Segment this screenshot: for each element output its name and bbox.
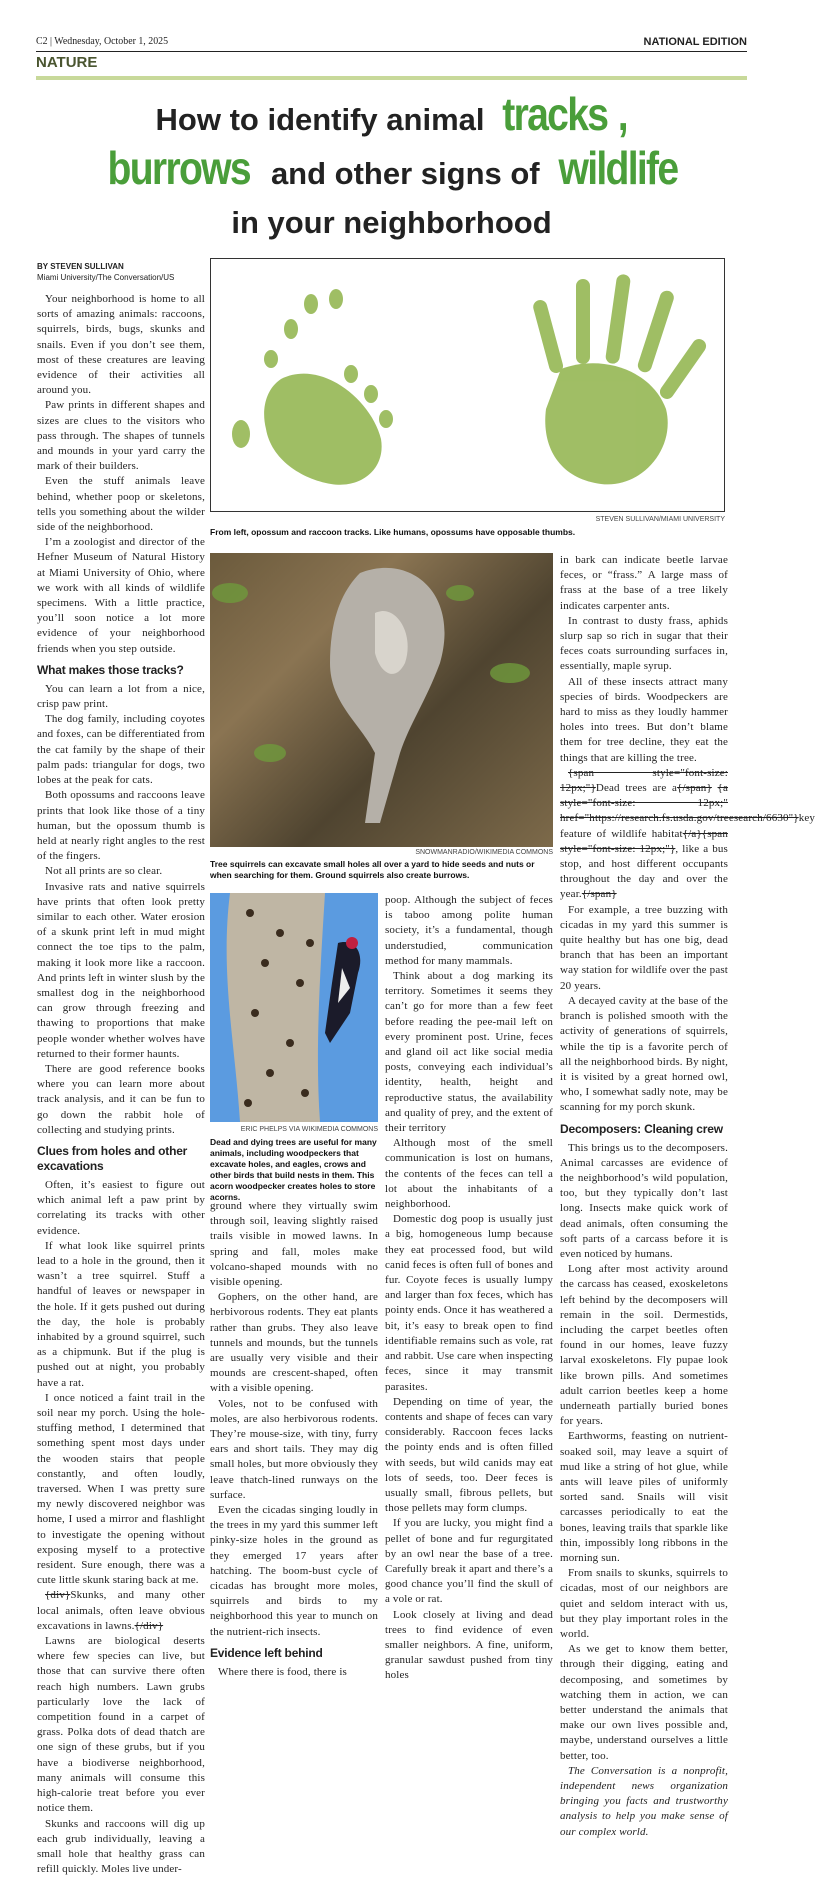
- photo-credit: STEVEN SULLIVAN/MIAMI UNIVERSITY: [210, 516, 725, 523]
- paragraph: If what look like squirrel prints lead to a hole in the ground, then it wasn’t a tree squirrel. Stuff a handful of leaves or newspaper in the hole. If it gets pushed out during the day, the hole is probably inhabited by a ground squirrel, such as a chipmunk. But if the plug is pushed out at night, you probably have a rat.: [37, 1239, 205, 1391]
- squirrel-illustration: [210, 553, 553, 847]
- struck-markup-text: {/a}{span style="font-size: 12px;"}: [560, 828, 728, 855]
- byline: [37, 261, 207, 283]
- paragraph: Although most of the smell communication is lost on humans, the contents of the feces can tell a lot about the inhabitants of a neighborhood.: [385, 1136, 553, 1212]
- paragraph: Your neighborhood is home to all sorts of amazing animals: raccoons, squirrels, birds, bugs, skunks and snails. Even if you don’t see them, most of these creatures are leaving evidence of their activities all around you.: [37, 292, 205, 398]
- woodpecker-illustration: [210, 893, 378, 1122]
- photo-credit: SNOWMANRADIO/WIKIMEDIA COMMONS: [210, 849, 553, 856]
- paragraph: Both opossums and raccoons leave prints that look like those of a tiny human, but the opossum thumb is held at nearly right angles to the rest of the fingers.: [37, 788, 205, 864]
- photo-caption: Dead and dying trees are useful for many animals, including woodpeckers that excavate holes, and eagles, crows and other birds that build nests in them. This acorn woodpecker creates holes to store acorns.: [210, 1137, 378, 1203]
- paragraph: You can learn a lot from a nice, crisp paw print.: [37, 682, 205, 712]
- struck-markup-text: {/span}: [582, 888, 617, 900]
- paragraph-text: Dead trees are a: [596, 782, 677, 794]
- paragraph: A decayed cavity at the base of the branch is polished smooth with the activity of generations of squirrels, while the tip is a favorite perch of all the neighborhood birds. By night, it is visited by a great horned owl, who, I somewhat sadly note, may be scanning for my porch skunk.: [560, 994, 728, 1116]
- article-column-1: [37, 292, 205, 1877]
- paragraph-text: , like a bus stop, and host different occupants throughout the day and over the year.: [560, 843, 728, 901]
- photo-credit: ERIC PHELPS VIA WIKIMEDIA COMMONS: [210, 1126, 378, 1133]
- page-date: C2 | Wednesday, October 1, 2025: [36, 35, 168, 47]
- edition-label: NATIONAL EDITION: [644, 36, 747, 48]
- paragraph-text: Skunks, and many other local animals, often leave obvious excavations in lawns.: [37, 1589, 205, 1631]
- struck-markup-text: {/div}: [135, 1620, 164, 1632]
- paragraph: Domestic dog poop is usually just a big, homogeneous lump because they eat processed food, but wild canid feces is often full of bones and fur. Coyote feces is usually lumpy and larger than fox feces, which has pointy ends. Once it has weathered a bit, it’s easy to break open to find identifiable remains such as vole, rat and rabbit. Use care when inspecting feces, since it may transmit parasites.: [385, 1212, 553, 1394]
- paragraph: Earthworms, feasting on nutrient-soaked soil, may leave a squirt of mud like a string of hot glue, while ants will leave piles of uniformly sorted sand. Snails will visit carcasses periodically to eat the bones, leaving trails that sparkle like thin, impossibly long ribbons in the morning sun.: [560, 1429, 728, 1566]
- article-column-2: [210, 1199, 378, 1680]
- subheading: Clues from holes and other excavations: [37, 1144, 205, 1174]
- paragraph: Think about a dog marking its territory. Sometimes it seems they can’t go for more than a few feet before reading the pee-mail left on every prominent post. Urine, feces and gland oil act like social media posts, conveying each individual’s identity, health, height and reproductive status, the availability and quality of prey, and the extent of their territory: [385, 969, 553, 1136]
- squirrel-photo: [210, 553, 553, 847]
- paragraph: Invasive rats and native squirrels have prints that often look pretty similar to each other. Water erosion of a skunk print left in mud might connect the toe tips to the palm, making it look more like a raccoon. And prints left in winter slush by the smallest dog in the neighborhood can grow through freezing and thawing to proportions that make people wonder whether wolves have returned to their former haunts.: [37, 880, 205, 1062]
- paragraph: in bark can indicate beetle larvae feces, or “frass.” A large mass of frass at the base of a tree likely indicates carpenter ants.: [560, 553, 728, 614]
- tracks-photo: [210, 258, 725, 512]
- paragraph: All of these insects attract many species of birds. Woodpeckers are hard to miss as they loudly hammer holes into trees. But don’t blame them for tree decline, they eat the things that are killing the tree.: [560, 675, 728, 766]
- paragraph: If you are lucky, you might find a pellet of bone and fur regurgitated by an owl near the base of a tree. Carefully break it apart and there’s a good chance you’ll find the skull of a vole or rat.: [385, 1516, 553, 1607]
- paragraph: I’m a zoologist and director of the Hefner Museum of Natural History at Miami University of Ohio, where we work with all kinds of wildlife specimens. With a little practice, you’ll soon notice a lot more evidence of your neighborhood friends when you step outside.: [37, 535, 205, 657]
- headline-accent-burrows: burrows: [107, 144, 249, 192]
- paragraph: In contrast to dusty frass, aphids slurp sap so rich in sugar that their feces coats surrounding surfaces in, essentially, maple syrup.: [560, 614, 728, 675]
- headline: [36, 88, 747, 248]
- paragraph: [560, 766, 728, 903]
- paragraph: Voles, not to be confused with moles, are also herbivorous rodents. They’re mouse-size, with tiny, furry ears and short tails. They may dig small holes, but more obviously they leave thatch-lined runways on the surface.: [210, 1397, 378, 1503]
- paragraph: I once noticed a faint trail in the soil near my porch. Using the hole-stuffing method, I determined that something spent most days under the wooden stairs that people constantly, and often loudly, traversed. When I was pretty sure my newly discovered neighbor was home, I used a mirror and flashlight to investigate the opening without exposing myself to a protective resident. Sure enough, there was a cute little skunk staring back at me.: [37, 1391, 205, 1589]
- woodpecker-photo: [210, 893, 378, 1122]
- article-column-3: [385, 893, 553, 1684]
- struck-markup-text: {span style="font-size: 12px;"}: [560, 767, 728, 794]
- photo-caption: From left, opossum and raccoon tracks. Like humans, opossums have opposable thumbs.: [210, 527, 725, 538]
- paragraph: The Conversation is a nonprofit, independent news organization bringing you facts and trustworthy analysis to help you make sense of our complex world.: [560, 1764, 728, 1840]
- animal-tracks-illustration: [211, 259, 726, 513]
- paragraph: As we get to know them better, through their digging, eating and decomposing, and sometimes by watching them in action, we can better understand the animals that make our own lives possible and, maybe, understand ourselves a little better, too.: [560, 1642, 728, 1764]
- paragraph: For example, a tree buzzing with cicadas in my yard this summer is quite healthy but has one big, dead branch that has been an important way station for wildlife over the past 20 years.: [560, 903, 728, 994]
- byline-author: BY STEVEN SULLIVAN: [37, 262, 124, 271]
- paragraph: Even the cicadas singing loudly in the trees in my yard this summer left pinky-size holes in the ground as they emerged 17 years after hatching. The boom-bust cycle of cicadas has brought more moles, squirrels and birds to my neighborhood this year to munch on the nutrient-rich insects.: [210, 1503, 378, 1640]
- subheading: Decomposers: Cleaning crew: [560, 1122, 728, 1137]
- struck-markup-text: {/span}: [677, 782, 712, 794]
- paragraph: There are good reference books where you can learn more about track analysis, and it can be fun to go down the rabbit hole of collecting and studying prints.: [37, 1062, 205, 1138]
- headline-comma: ,: [617, 90, 626, 138]
- headline-accent-tracks: tracks: [502, 90, 607, 138]
- paragraph: Lawns are biological deserts where few species can live, but those that can survive there often reach high numbers. Lawn grubs particularly love the lack of competition found in a carpet of grass. Polka dots of dead thatch are one sign of these grubs, but if you have a biodiverse neighborhood, many animals will consume this high-calorie treat before you ever notice them.: [37, 1634, 205, 1816]
- paragraph: This brings us to the decomposers. Animal carcasses are evidence of the neighborhood’s wild population, too, but they typically don’t last long. Insects make quick work of dead animals, often consuming the soft parts of a carcass before it is even noticed by humans.: [560, 1141, 728, 1263]
- paragraph: Even the stuff animals leave behind, whether poop or skeletons, tells you something about the wilder side of the neighborhood.: [37, 474, 205, 535]
- paragraph: Long after most activity around the carcass has ceased, exoskeletons left behind by the decomposers will remain in the soil. Dermestids, including the carpet beetles often found in our homes, leave fuzzy larval exoskeletons. Fly pupae look like brown pills. And sometimes adult carrion beetles keep a home underneath partially buried bones for years.: [560, 1262, 728, 1429]
- paragraph: Look closely at living and dead trees to find evidence of even smaller neighbors. A fine, uniform, granular sawdust pushed from tiny holes: [385, 1608, 553, 1684]
- struck-markup-text: {a style="font-size: 12px;" href="https://research.fs.usda.gov/treesearch/6630"}: [560, 782, 799, 824]
- subheading: Evidence left behind: [210, 1646, 378, 1661]
- paragraph: Often, it’s easiest to figure out which animal left a paw print by correlating its tracks with other evidence.: [37, 1178, 205, 1239]
- subheading: What makes those tracks?: [37, 663, 205, 678]
- paragraph: Paw prints in different shapes and sizes are clues to the visitors who pass through. The shapes of tunnels and mounds in your yard carry the mark of their builders.: [37, 398, 205, 474]
- paragraph: The dog family, including coyotes and foxes, can be differentiated from the cat family by the shape of their palm pads: triangular for dogs, two lobes at the peak for cats.: [37, 712, 205, 788]
- paragraph: [37, 1588, 205, 1634]
- struck-markup-text: {div}: [45, 1589, 70, 1601]
- paragraph: Depending on time of year, the contents and shape of feces can vary considerably. Raccoon feces lacks the pointy ends and is often filled with seeds, but wild canids may eat lots of seeds, too. Deer feces is usually small, fibrous pellets, but those pellets may form clumps.: [385, 1395, 553, 1517]
- page-header: [36, 32, 747, 52]
- paragraph: Not all prints are so clear.: [37, 864, 205, 879]
- headline-part: and other signs of: [262, 156, 548, 191]
- byline-affiliation: Miami University/The Conversation/US: [37, 273, 174, 282]
- paragraph: Where there is food, there is: [210, 1665, 378, 1680]
- paragraph: poop. Although the subject of feces is taboo among polite human society, it’s a fundamental, though understudied, communication method for many mammals.: [385, 893, 553, 969]
- headline-part: in your neighborhood: [36, 198, 747, 248]
- section-label: NATURE: [36, 54, 97, 71]
- paragraph: From snails to skunks, squirrels to cicadas, most of our neighbors are quiet and seldom interact with us, but they play important roles in the world.: [560, 1566, 728, 1642]
- paragraph-text: key feature of wildlife habitat: [560, 812, 815, 839]
- section-rule: [36, 76, 747, 80]
- paragraph: Skunks and raccoons will dig up each grub individually, leaving a small hole that healthy grass can refill quickly. Moles live under-: [37, 1817, 205, 1877]
- headline-part: How to identify animal: [156, 102, 494, 137]
- headline-accent-wildlife: wildlife: [559, 144, 678, 192]
- paragraph: ground where they virtually swim through soil, leaving slightly raised trails visible in mowed lawns. In spring and fall, moles make volcano-shaped mounds with no visible opening.: [210, 1199, 378, 1290]
- paragraph: Gophers, on the other hand, are herbivorous rodents. They eat plants rather than grubs. They also leave tunnels and mounds, but the tunnels are usually very visible and their mounds are crescent-shaped, often with a visible opening.: [210, 1290, 378, 1396]
- article-column-4: [560, 553, 728, 1840]
- photo-caption: Tree squirrels can excavate small holes all over a yard to hide seeds and nuts or when searching for them. Ground squirrels also create burrows.: [210, 859, 553, 881]
